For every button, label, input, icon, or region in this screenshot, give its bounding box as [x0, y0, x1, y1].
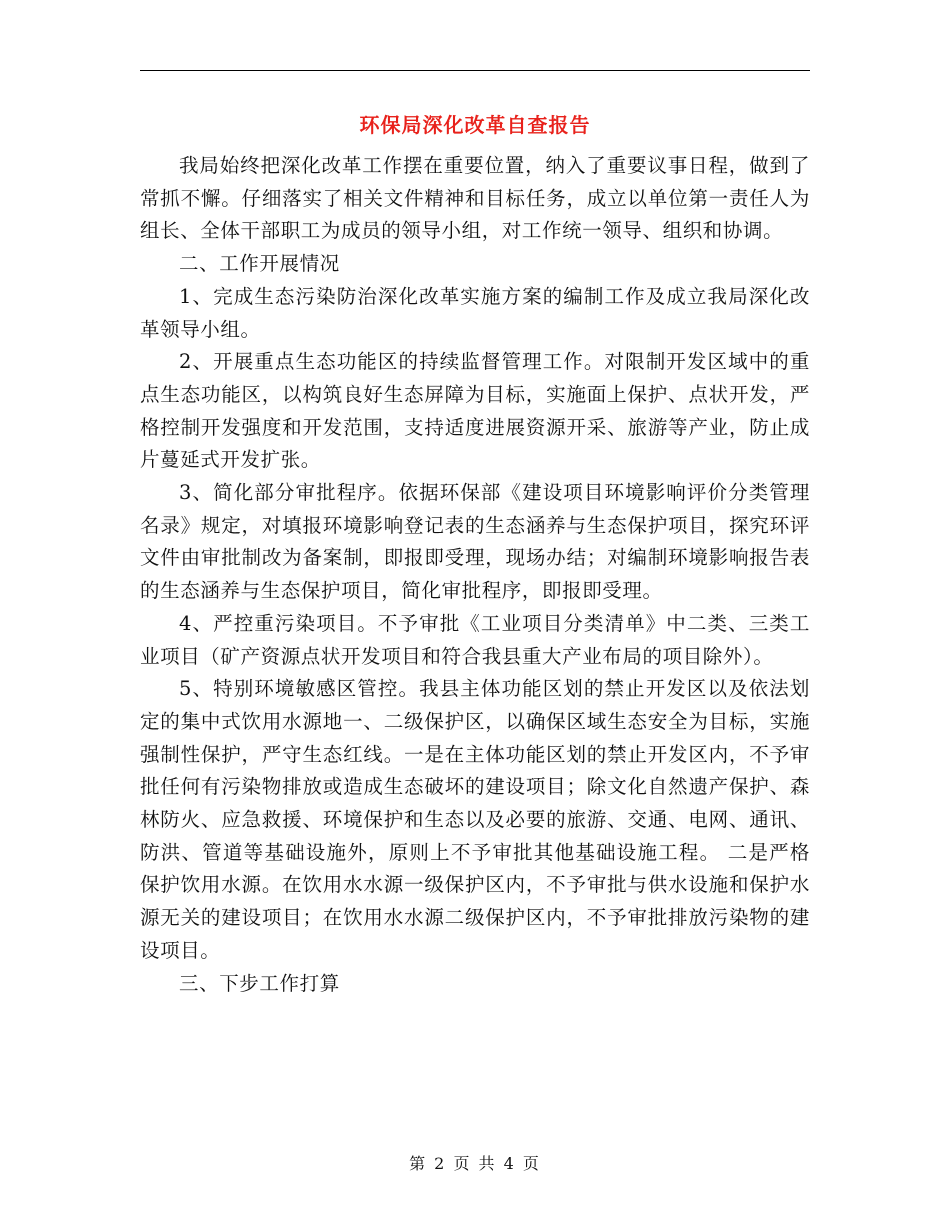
paragraph-item-3: 3、简化部分审批程序。依据环保部《建设项目环境影响评价分类管理名录》规定，对填报环境影响登记表的生态涵养与生态保护项目，探究环评文件由审批制改为备案制，即报即受理，现场办结；对编制环境影响报告表的生态涵养与生态保护项目，简化审批程序，即报即受理。	[140, 481, 810, 603]
paragraph-item-2: 2、开展重点生态功能区的持续监督管理工作。对限制开发区域中的重点生态功能区，以构筑良好生态屏障为目标，实施面上保护、点状开发，严格控制开发强度和开发范围，支持适度进展资源开采、旅游等产业，防止成片蔓延式开发扩张。	[140, 350, 810, 472]
document-body	[140, 150, 810, 1000]
header-rule	[140, 70, 810, 71]
paragraph-item-1: 1、完成生态污染防治深化改革实施方案的编制工作及成立我局深化改革领导小组。	[140, 284, 810, 341]
section-heading-next-steps: 三、下步工作打算	[179, 971, 340, 995]
section-heading-progress: 二、工作开展情况	[179, 252, 340, 276]
paragraph-item-5: 5、特别环境敏感区管控。我县主体功能区划的禁止开发区以及依法划定的集中式饮用水源地一、二级保护区，以确保区域生态安全为目标，实施强制性保护，严守生态红线。一是在主体功能区划的禁止开发区内，不予审批任何有污染物排放或造成生态破坏的建设项目；除文化自然遗产保护、森林防火、应急救援、环境保护和生态以及必要的旅游、交通、电网、通讯、防洪、管道等基础设施外，原则上不予审批其他基础设施工程。 二是严格保护饮用水源。在饮用水水源一级保护区内，不予审批与供水设施和保护水源无关的建设项目；在饮用水水源二级保护区内，不予审批排放污染物的建设项目。	[140, 677, 810, 962]
page-number: 第 2 页 共 4 页	[409, 1154, 541, 1173]
document-title: 环保局深化改革自查报告	[359, 113, 591, 137]
paragraph-intro: 我局始终把深化改革工作摆在重要位置，纳入了重要议事日程，做到了常抓不懈。仔细落实了相关文件精神和目标任务，成立以单位第一责任人为组长、全体干部职工为成员的领导小组，对工作统一领导、组织和协调。	[140, 154, 810, 243]
paragraph-item-4: 4、严控重污染项目。不予审批《工业项目分类清单》中二类、三类工业项目（矿产资源点状开发项目和符合我县重大产业布局的项目除外）。	[140, 611, 810, 668]
